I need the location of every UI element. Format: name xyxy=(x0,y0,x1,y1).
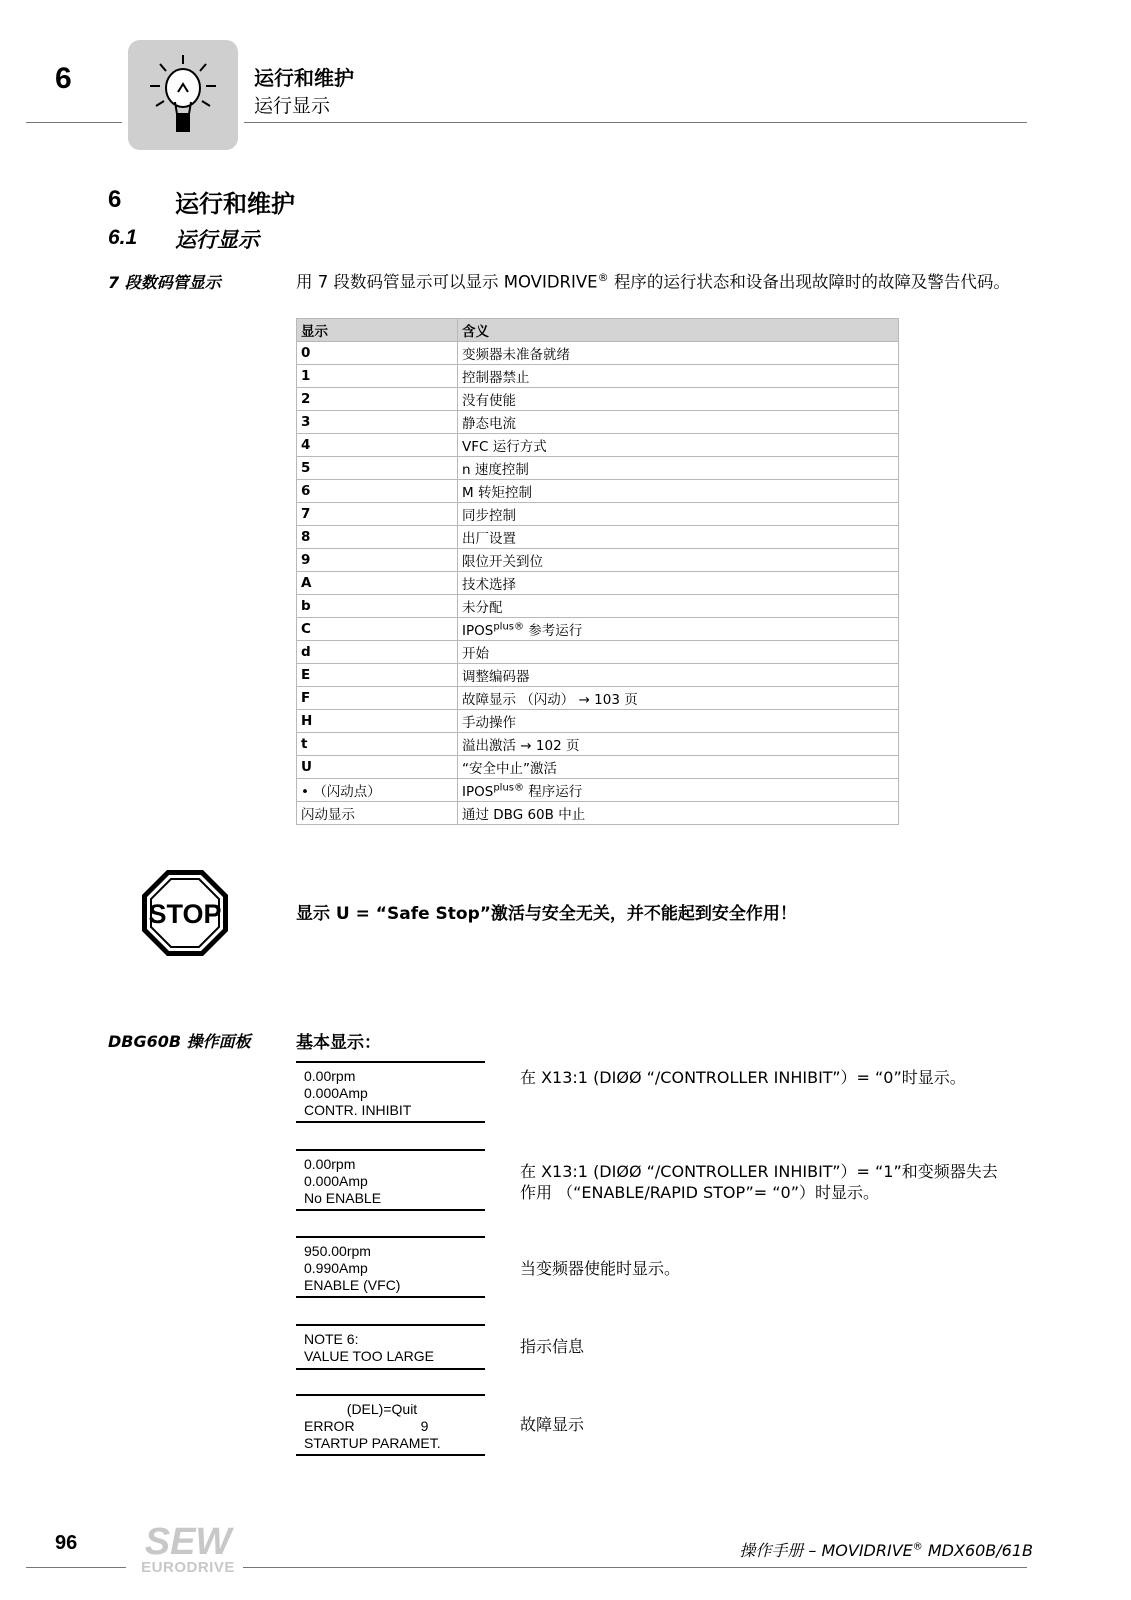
code-meaning: 溢出激活 → 102 页 xyxy=(458,733,899,756)
stop-sign-icon xyxy=(140,868,230,958)
lcd-line: 950.00rpm xyxy=(304,1243,371,1259)
code-meaning: n 速度控制 xyxy=(458,457,899,480)
display-code: H xyxy=(297,710,458,733)
lcd-line: 0.00rpm xyxy=(304,1068,356,1084)
lcd-display xyxy=(296,1061,485,1123)
lcd-line: ERROR 9 xyxy=(304,1418,429,1434)
table-row xyxy=(297,480,899,503)
section-title: 运行和维护 xyxy=(175,190,295,218)
display-code: b xyxy=(297,595,458,618)
code-meaning: VFC 运行方式 xyxy=(458,434,899,457)
display-description: 指示信息 xyxy=(520,1337,585,1356)
table-row xyxy=(297,503,899,526)
code-meaning: 变频器未准备就绪 xyxy=(458,342,899,365)
stop-sign-text: STOP xyxy=(148,899,222,929)
display-code: • （闪动点） xyxy=(297,779,458,802)
table-row xyxy=(297,526,899,549)
display-code: 4 xyxy=(297,434,458,457)
table-row xyxy=(297,710,899,733)
code-meaning: “安全中止”激活 xyxy=(458,756,899,779)
table-row xyxy=(297,618,899,641)
table-row xyxy=(297,411,899,434)
code-meaning: $IPOS^{plus®}$ 程序运行 xyxy=(458,779,899,802)
display-code: 9 xyxy=(297,549,458,572)
lcd-line: 0.000Amp xyxy=(304,1085,368,1101)
lcd-line: 0.000Amp xyxy=(304,1173,368,1189)
table-row xyxy=(297,687,899,710)
display-code: C xyxy=(297,618,458,641)
display-code: 3 xyxy=(297,411,458,434)
code-meaning: 通过 DBG 60B 中止 xyxy=(458,802,899,825)
display-code: 1 xyxy=(297,365,458,388)
display-description: 在 X13:1 (DIØØ “/CONTROLLER INHIBIT”）= “0”时显示。 xyxy=(520,1068,966,1087)
safe-stop-warning: 显示 U = “Safe Stop”激活与安全无关，并不能起到安全作用！ xyxy=(296,904,797,924)
display-code: d xyxy=(297,641,458,664)
display-code: 2 xyxy=(297,388,458,411)
table-row xyxy=(297,549,899,572)
logo-sew-text: SEW xyxy=(144,1522,232,1563)
dbg-panel-label: DBG60B 操作面板 xyxy=(108,1032,251,1051)
lcd-display xyxy=(296,1149,485,1211)
code-meaning: 开始 xyxy=(458,641,899,664)
footer-rule-right xyxy=(243,1567,1027,1568)
code-meaning: 未分配 xyxy=(458,595,899,618)
display-code: t xyxy=(297,733,458,756)
table-row xyxy=(297,342,899,365)
table-row xyxy=(297,388,899,411)
lcd-display xyxy=(296,1394,485,1456)
header-rule-left xyxy=(26,122,122,123)
code-meaning: 手动操作 xyxy=(458,710,899,733)
document-title: 操作手册 – MOVIDRIVE® MDX60B/61B xyxy=(739,1541,1033,1560)
code-meaning: 同步控制 xyxy=(458,503,899,526)
chapter-number: 6 xyxy=(55,62,72,95)
display-code-table xyxy=(296,318,899,825)
code-meaning: 限位开关到位 xyxy=(458,549,899,572)
lcd-line: STARTUP PARAMET. xyxy=(304,1435,441,1451)
sew-eurodrive-logo xyxy=(132,1522,244,1583)
lightbulb-icon xyxy=(128,40,238,150)
code-meaning: 故障显示 （闪动） → 103 页 xyxy=(458,687,899,710)
lcd-line: ENABLE (VFC) xyxy=(304,1277,401,1293)
code-meaning: M 转矩控制 xyxy=(458,480,899,503)
subsection-title: 运行显示 xyxy=(175,228,259,252)
display-code: A xyxy=(297,572,458,595)
code-meaning: 调整编码器 xyxy=(458,664,899,687)
code-meaning: 没有使能 xyxy=(458,388,899,411)
code-meaning: $IPOS^{plus®}$ 参考运行 xyxy=(458,618,899,641)
basic-display-heading: 基本显示： xyxy=(296,1033,381,1053)
table-header-row xyxy=(297,319,899,342)
lcd-line: VALUE TOO LARGE xyxy=(304,1348,434,1364)
display-code: 6 xyxy=(297,480,458,503)
table-row xyxy=(297,434,899,457)
display-code: E xyxy=(297,664,458,687)
table-row xyxy=(297,802,899,825)
display-code: 闪动显示 xyxy=(297,802,458,825)
logo-eurodrive-text: EURODRIVE xyxy=(141,1559,235,1576)
header-subtitle: 运行显示 xyxy=(254,95,331,117)
display-code: F xyxy=(297,687,458,710)
display-description: 当变频器使能时显示。 xyxy=(520,1259,681,1278)
display-code: 7 xyxy=(297,503,458,526)
code-meaning: 出厂设置 xyxy=(458,526,899,549)
column-header: 含义 xyxy=(458,319,899,342)
display-description: 在 X13:1 (DIØØ “/CONTROLLER INHIBIT”）= “1”和变频器失去作用 （“ENABLE/RAPID STOP”= “0”）时显示。 xyxy=(520,1162,998,1202)
lcd-display xyxy=(296,1236,485,1298)
table-row xyxy=(297,572,899,595)
table-row xyxy=(297,756,899,779)
table-row xyxy=(297,365,899,388)
code-meaning: 控制器禁止 xyxy=(458,365,899,388)
lcd-display xyxy=(296,1324,485,1370)
seven-segment-label: 7 段数码管显示 xyxy=(108,273,221,292)
lcd-line: No ENABLE xyxy=(304,1190,382,1206)
table-row xyxy=(297,664,899,687)
column-header: 显示 xyxy=(297,319,458,342)
table-row xyxy=(297,595,899,618)
seven-segment-intro: 用 7 段数码管显示可以显示 MOVIDRIVE® 程序的运行状态和设备出现故障时的故障及警告代码。 xyxy=(296,271,1010,292)
display-code: 8 xyxy=(297,526,458,549)
footer-rule-left xyxy=(26,1567,126,1568)
display-description: 故障显示 xyxy=(520,1415,585,1434)
table-row xyxy=(297,733,899,756)
header-title: 运行和维护 xyxy=(254,66,354,90)
lcd-line: (DEL)=Quit xyxy=(304,1401,418,1417)
code-meaning: 静态电流 xyxy=(458,411,899,434)
code-meaning: 技术选择 xyxy=(458,572,899,595)
display-code: 5 xyxy=(297,457,458,480)
lcd-line: 0.00rpm xyxy=(304,1156,356,1172)
display-code: 0 xyxy=(297,342,458,365)
table-row xyxy=(297,779,899,802)
lcd-line: NOTE 6: xyxy=(304,1331,359,1347)
page-number: 96 xyxy=(55,1532,78,1554)
subsection-number: 6.1 xyxy=(108,226,138,249)
table-row xyxy=(297,457,899,480)
lcd-line: CONTR. INHIBIT xyxy=(304,1102,412,1118)
header-rule-right xyxy=(244,122,1027,123)
display-code: U xyxy=(297,756,458,779)
lcd-line: 0.990Amp xyxy=(304,1260,368,1276)
section-number: 6 xyxy=(108,186,122,213)
table-row xyxy=(297,641,899,664)
